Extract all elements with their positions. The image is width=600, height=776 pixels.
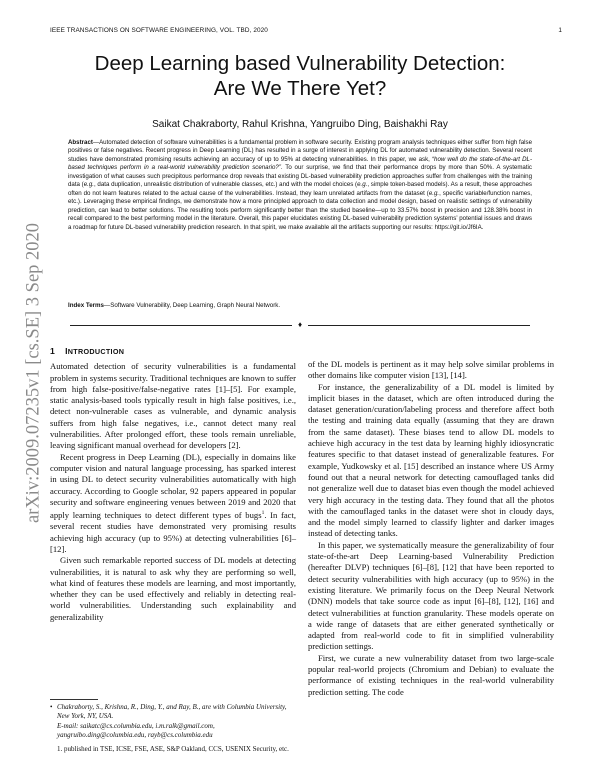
abstract-label: Abstract <box>68 139 93 146</box>
paragraph: Given such remarkable reported success of DL models at detecting vulnerabilities, it is natural to ask why they are performing so well, what kind of features these models are learning, and most importantly, whether they can be used effectively and reliably in detecting real-world vulnerabilities. Understanding such explainability and generalizability <box>50 555 296 622</box>
index-terms-label: Index Terms <box>68 302 104 309</box>
paragraph-text: . In fact, several recent studies have demonstrated very promising results achieving high accuracy (up to 95%) at detecting vulnerabilities [6]–[12]. <box>50 510 296 554</box>
abstract-text: Automated detection of software vulnerabilities is a fundamental problem in software security. Existing program analysis techniques either suffer from high false positives or false negatives. Recent progress in Deep Learning (DL) has resulted in a surge of interest in applying DL for automated vulnerability detection. Several recent studies have demonstrated promising results achieving an accuracy of up to 95% at detecting vulnerabilities. In this paper, we ask, <box>68 139 532 163</box>
arxiv-stamp <box>22 178 46 568</box>
footnote-text: published in TSE, ICSE, FSE, ASE, S&P Oakland, CCS, USENIX Security, etc. <box>64 744 289 753</box>
abstract-text: . To our surprise, we find that their performance drops by more than 50%. A systematic investigation of what causes such precipitous performance drop reveals that existing DL-based vulnerability prediction approaches suffer from challenges with the training data ( <box>68 164 532 189</box>
footnotes <box>50 699 296 754</box>
divider-line-left <box>70 325 292 326</box>
page-number: 1 <box>558 27 562 34</box>
arxiv-id-text: arXiv:2009.07235v1 [cs.SE] 3 Sep 2020 <box>23 222 44 524</box>
title-line-1: Deep Learning based Vulnerability Detection: <box>94 52 506 75</box>
divider-line-right <box>308 325 530 326</box>
abstract-eg: e.g. <box>428 189 440 197</box>
footnote-emails: E-mail: saikatc@cs.columbia.edu, i.m.ralk@gmail.com, yangruibo.ding@columbia.edu, rayb@cs.columbia.edu <box>57 721 215 740</box>
running-head <box>50 27 562 34</box>
paragraph: For instance, the generalizability of a DL model is limited by implicit biases in the dataset, which are often introduced during the dataset generation/curation/labeling process and therefore affect both the testing and training data equally (assuming that they are drawn from the same dataset). These biases tend to allow DL models to achieve high accuracy in the test data by learning highly idiosyncratic features specific to that dataset instead of generalizable features. For example, Yudkowsky et al. [15] described an instance where US Army found out that a neural network for detecting camouflaged tanks did not generalize well due to dataset bias even though the model achieved very high accuracy in the testing data. They found that all the photos with the camouflaged tanks in the dataset were shot in cloudy days, and the model simply learned to classify lighter and darker images instead of detecting tanks. <box>308 381 554 539</box>
paper-title <box>40 51 560 101</box>
index-terms-text: Software Vulnerability, Deep Learning, Graph Neural Network. <box>110 302 281 309</box>
bullet-icon: • <box>50 702 53 711</box>
author-list: Saikat Chakraborty, Rahul Krishna, Yangruibo Ding, Baishakhi Ray <box>152 119 448 130</box>
paragraph <box>50 452 296 556</box>
affiliation-text: Chakraborty, S., Krishna, R., Ding, Y., and Ray, B., are with Columbia University, New York, NY, USA. <box>57 702 287 721</box>
paragraph: of the DL models is pertinent as it may help solve similar problems in other domains like computer vision [13], [14]. <box>308 359 554 381</box>
paragraph: In this paper, we systematically measure the generalizability of four state-of-the-art Deep Learning-based Vulnerability Prediction (hereafter DLVP) techniques [6]–[8], [12] that have been reported to detect security vulnerabilities with high accuracy (up to 95%) in the existing literature. We primarily focus on the Deep Neural Network (DNN) models that take source code as input [6]–[8], [12], [16] and detect vulnerabilities at function granularity. These models operate on a wide range of datasets that are either generated synthetically or adapted from real-world code to fit in simplified vulnerability prediction settings. <box>308 539 554 652</box>
title-line-2: Are We There Yet? <box>213 77 387 100</box>
abstract-question: “how well do the state-of-the-art DL-based techniques perform in a real-world vulnerability prediction scenario?” <box>68 155 533 172</box>
abstract-text: , simple token-based models). As a result, these approaches often do not learn features related to the actual cause of the vulnerabilities. Instead, they learn unrelated artifacts from the dataset ( <box>68 181 532 197</box>
body-column-right <box>308 359 554 698</box>
section-divider <box>70 321 530 329</box>
section-heading-rest: NTRODUCTION <box>67 347 125 356</box>
paragraph-text: Recent progress in Deep Learning (DL), especially in domains like computer vision and natural language processing, has sparked interest in using DL to detect security vulnerabilities automatically with high accuracy. According to Google scholar, 92 papers appeared in popular security and software engineering venues between 2019 and 2020 that apply learning techniques to detect different types of bugs <box>50 451 296 521</box>
journal-header: IEEE TRANSACTIONS ON SOFTWARE ENGINEERING, VOL. TBD, 2020 <box>50 27 268 34</box>
section-heading-introduction <box>50 346 296 357</box>
abstract <box>68 139 532 232</box>
abstract-eg: e.g. <box>357 181 368 189</box>
abstract-eg: e.g. <box>83 181 94 189</box>
index-terms-dash: — <box>104 302 111 309</box>
index-terms <box>68 302 532 309</box>
footnote-marker: 1 <box>261 510 265 517</box>
footnote-number: 1. <box>57 744 63 753</box>
abstract-dash: — <box>92 139 100 146</box>
abstract-text: , specific variable/function names, etc.). Leveraging these empirical findings, we demonstrate how a more principled approach to data collection and model design, based on realistic settings of vulnerability prediction, can lead to better solutions. The resulting tools perform significantly better than the studied baseline—up to 33.57% boost in precision and 128.38% boost in recall compared to the best performing model in the literature. Overall, this paper elucidates existing DL-based vulnerability prediction systems’ potential issues and draws a roadmap for future DL-based vulnerability prediction research. In that spirit, we make available all the artifacts supporting our results: https://git.io/Jf6IA. <box>68 189 533 231</box>
footnote-1 <box>50 745 296 755</box>
paragraph: First, we curate a new vulnerability dataset from two large-scale popular real-world projects (Chromium and Debian) to evaluate the performance of existing techniques in the real-world vulnerability prediction setting. The code <box>308 652 554 697</box>
footnote-affiliation <box>50 703 296 722</box>
paragraph: Automated detection of security vulnerabilities is a fundamental problem in systems security. Traditional techniques are known to suffer from high false-positive/false-negative rates [1]–[5]. For example, static analysis-based tools typically result in high false positives, i.e., detect non-vulnerable cases as vulnerable, and dynamic analysis suffers from high false negatives, i.e., cannot detect many real vulnerabilities. After prolonged effort, these tools remain unreliable, leaving significant manual overhead for developers [2]. <box>50 361 296 451</box>
abstract-text: , data duplication, unrealistic distribution of vulnerable classes, etc.) and with the model choices ( <box>93 181 358 189</box>
section-heading-initial: I <box>65 346 68 356</box>
body-column-left <box>50 346 296 623</box>
footnote-rule <box>50 699 98 700</box>
section-number: 1 <box>50 346 56 356</box>
diamond-icon: ♦ <box>297 320 303 329</box>
